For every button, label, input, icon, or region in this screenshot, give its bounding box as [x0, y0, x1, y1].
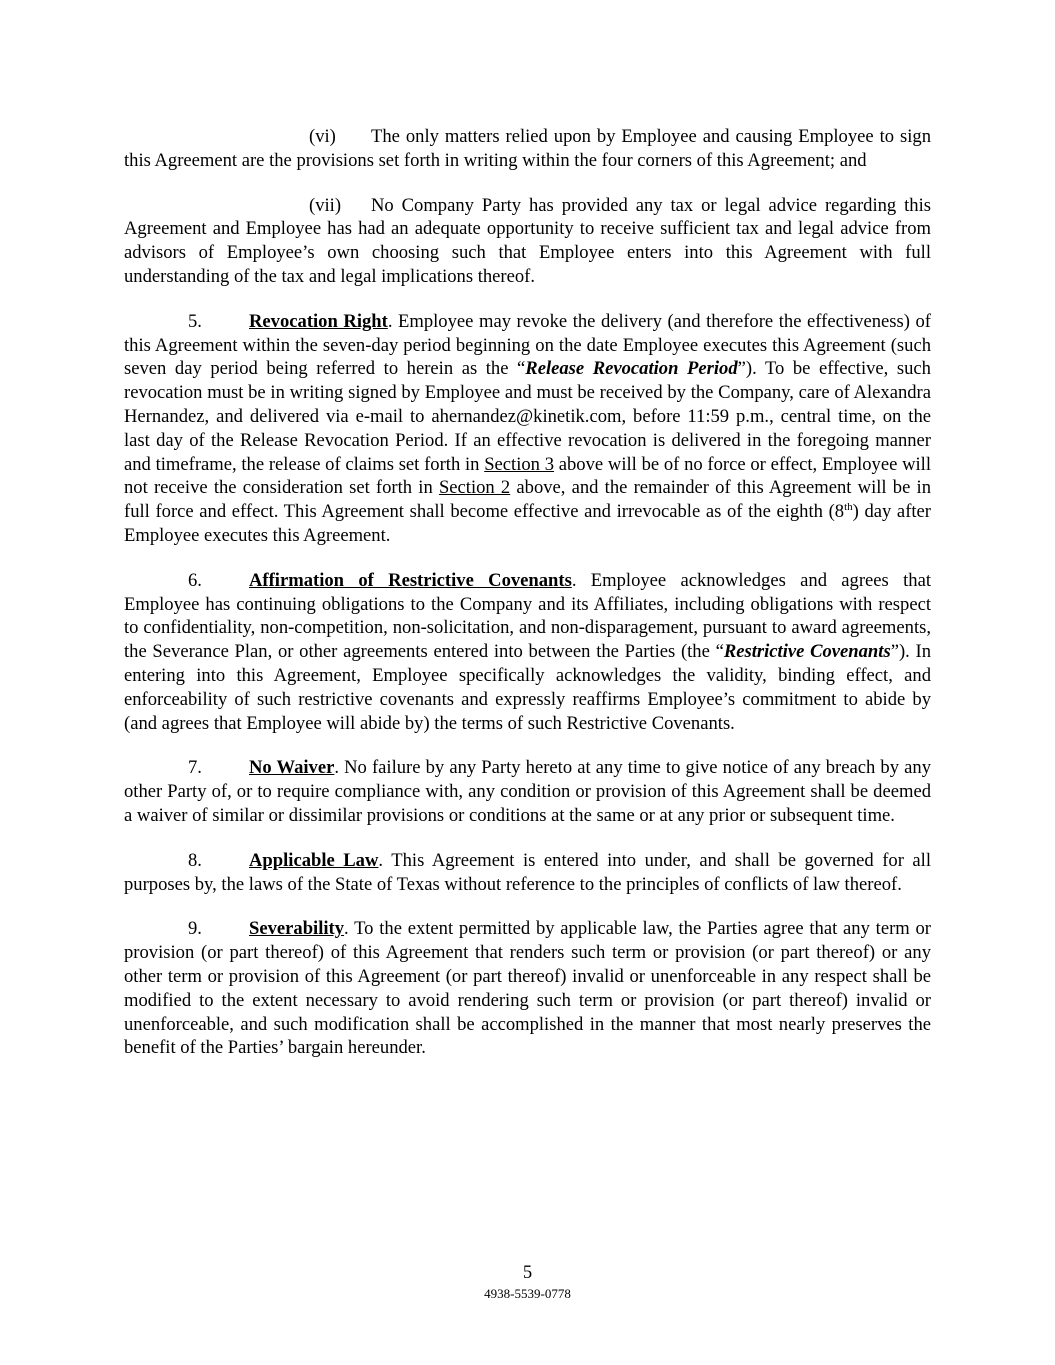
section-6-text-2: ”). In entering into this Agreement, Employee specifically acknowledges the validity, binding effect, and enforceability of such restrictive covenants and expressly reaffirms Employee’s commitment to abide by (and agrees that Employee will abide by) the terms of such Restrictive Covenants. — [124, 641, 931, 734]
section-8-text: . This Agreement is entered into under, and shall be governed for all purposes by, the laws of the State of Texas without reference to the principles of conflicts of law thereof. — [124, 849, 931, 895]
section-7-number: 7. — [188, 757, 202, 779]
section-8-number: 8. — [188, 849, 202, 871]
section-9-text: . To the extent permitted by applicable law, the Parties agree that any term or provision (or part thereof) of this Agreement that renders such term or provision (or part thereof) or any other term or provision of this Agreement (or part thereof) invalid or unenforceable in any respect shall be modified to the extent necessary to avoid rendering such term or provision (or part thereof) invalid or unenforceable, and such modification shall be accomplished in the manner that most nearly preserves the benefit of the Parties’ bargain hereunder. — [124, 918, 931, 1059]
section-9-number: 9. — [188, 918, 202, 940]
page-number: 5 — [522, 1262, 533, 1283]
clause-vi-label: (vi) — [309, 126, 336, 147]
section-5-defined-term: Release Revocation Period — [525, 358, 738, 380]
ordinal-superscript: th — [844, 500, 853, 513]
section-9-heading: Severability — [249, 918, 345, 940]
section-6-number: 6. — [188, 569, 202, 591]
clause-vii-label: (vii) — [309, 194, 342, 216]
section-5-heading: Revocation Right — [249, 310, 388, 332]
section-6-heading: Affirmation of Restrictive Covenants — [249, 569, 572, 591]
section-5-text-2: ”). To be effective, such revocation must be in writing signed by Employee and must be received by the Company, care of Alexandra Hernandez, and delivered via e-mail to ahernandez@kinetik.com, before 11:59 p.m., central time, on the last day of the Release Revocation Period. If an effective revocation is delivered in the foregoing manner and timeframe, the release of claims set forth in — [124, 358, 931, 475]
section-2-reference: Section 2 — [438, 477, 511, 499]
clause-vi — [124, 125, 931, 173]
document-page — [124, 125, 931, 1081]
clause-vii-text: No Company Party has provided any tax or legal advice regarding this Agreement and Employee has had an adequate opportunity to receive sufficient tax and legal advice from advisors of Employee’s own choosing such that Employee enters into this Agreement with full understanding of the tax and legal implications thereof. — [124, 194, 931, 287]
section-6 — [124, 569, 931, 736]
section-5-text-4: above, and the remainder of this Agreement will be in full force and effect. This Agreement shall become effective and irrevocable as of the eighth (8 — [124, 477, 931, 523]
clause-vii — [124, 194, 931, 289]
section-5 — [124, 310, 931, 548]
section-7 — [124, 756, 931, 827]
clause-vi-text: The only matters relied upon by Employee and causing Employee to sign this Agreement are the provisions set forth in writing within the four corners of this Agreement; and — [124, 126, 931, 171]
section-5-text-5: ) day after Employee executes this Agreement. — [124, 501, 931, 546]
section-5-number: 5. — [188, 310, 202, 332]
section-8 — [124, 849, 931, 897]
section-8-heading: Applicable Law — [249, 849, 379, 871]
section-5-text-3: above will be of no force or effect, Employee will not receive the consideration set forth in — [124, 453, 932, 499]
section-3-reference: Section 3 — [484, 453, 555, 475]
section-7-heading: No Waiver — [249, 757, 335, 779]
section-6-text-1: . Employee acknowledges and agrees that Employee has continuing obligations to the Company and its Affiliates, including obligations with respect to confidentiality, non-competition, non-solicitation, and non-disparagement, pursuant to award agreements, the Severance Plan, or other agreements entered into between the Parties (the “ — [124, 569, 931, 663]
section-5-text-1: . Employee may revoke the delivery (and therefore the effectiveness) of this Agreement within the seven-day period beginning on the date Employee executes this Agreement (such seven day period being referred to herein as the “ — [124, 310, 931, 380]
section-9 — [124, 917, 931, 1060]
section-6-defined-term: Restrictive Covenants — [723, 641, 891, 663]
section-7-text: . No failure by any Party hereto at any time to give notice of any breach by any other Party of, or to require compliance with, any condition or provision of this Agreement shall be deemed a waiver of similar or dissimilar provisions or conditions at the same or at any prior or subsequent time. — [124, 757, 931, 826]
document-id: 4938-5539-0778 — [484, 1286, 571, 1301]
